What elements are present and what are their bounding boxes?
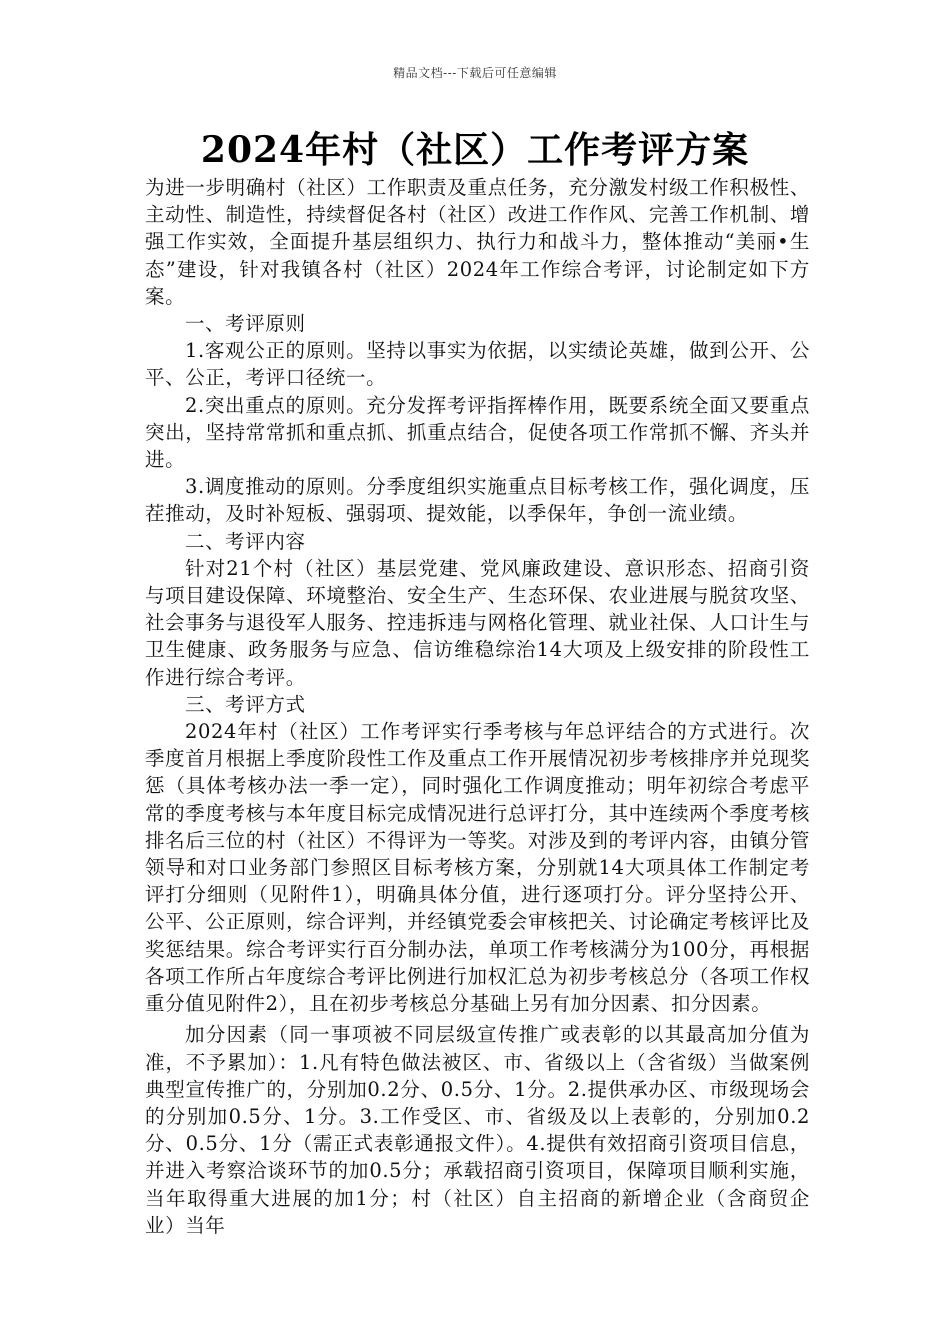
page-header: 精品文档---下载后可任意编辑: [393, 66, 557, 80]
section-heading-content: 二、考评内容: [184, 529, 306, 553]
section-heading-method: 三、考评方式: [184, 692, 306, 716]
bonus-factors-paragraph: 加分因素（同一事项被不同层级宣传推广或表彰的以其最高加分值为准，不予累加）：1.凡有特色做法被区、市、省级以上（含省级）当做案例典型宣传推广的，分别加0.2分、0.5分、1分。2.提供承办区、市级现场会的分别加0.5分、1分。3.工作受区、市、省级及以上表彰的，分别加0.2分、0.5分、1分（需正式表彰通报文件）。4.提供有效招商引资项目信息，并进入考察洽谈环节的加0.5分；承载招商引资项目，保障项目顺利实施，当年取得重大进展的加1分；村（社区）自主招商的新增企业（含商贸企业）当年: [145, 1023, 810, 1237]
content-paragraph: 针对21个村（社区）基层党建、党风廉政建设、意识形态、招商引资与项目建设保障、环境整治、安全生产、生态环保、农业进展与脱贫攻坚、社会事务与退役军人服务、控违拆违与网格化管理、就业社保、人口计生与卫生健康、政务服务与应急、信访维稳综治14大项及上级安排的阶段性工作进行综合考评。: [145, 556, 810, 689]
document-body: [145, 174, 810, 1239]
principle-paragraph-1: 1.客观公正的原则。坚持以事实为依据，以实绩论英雄，做到公开、公平、公正，考评口径统一。: [145, 339, 810, 390]
method-paragraph: 2024年村（社区）工作考评实行季考核与年总评结合的方式进行。次季度首月根据上季度阶段性工作及重点工作开展情况初步考核排序并兑现奖惩（具体考核办法一季一定），同时强化工作调度推动；明年初综合考虑平常的季度考核与本年度目标完成情况进行总评打分，其中连续两个季度考核排名后三位的村（社区）不得评为一等奖。对涉及到的考评内容，由镇分管领导和对口业务部门参照区目标考核方案，分别就14大项具体工作制定考评打分细则（见附件1），明确具体分值，进行逐项打分。评分坚持公开、公平、公正原则，综合评判，并经镇党委会审核把关、讨论确定考核评比及奖惩结果。综合考评实行百分制办法，单项工作考核满分为100分，再根据各项工作所占年度综合考评比例进行加权汇总为初步考核总分（各项工作权重分值见附件2），且在初步考核总分基础上另有加分因素、扣分因素。: [145, 720, 810, 1016]
principle-paragraph-2: 2.突出重点的原则。充分发挥考评指挥棒作用，既要系统全面又要重点突出，坚持常常抓和重点抓、抓重点结合，促使各项工作常抓不懈、齐头并进。: [145, 393, 810, 472]
principle-paragraph-3: 3.调度推动的原则。分季度组织实施重点目标考核工作，强化调度，压茬推动，及时补短板、强弱项、提效能，以季保年，争创一流业绩。: [145, 475, 810, 526]
document-title: 2024年村（社区）工作考评方案: [200, 129, 750, 171]
intro-paragraph: 为进一步明确村（社区）工作职责及重点任务，充分激发村级工作积极性、主动性、制造性，持续督促各村（社区）改进工作作风、完善工作机制、增强工作实效，全面提升基层组织力、执行力和战斗力，整体推动“美丽•生态”建设，针对我镇各村（社区）2024年工作综合考评，讨论制定如下方案。: [145, 176, 810, 308]
section-heading-principles: 一、考评原则: [184, 312, 306, 336]
